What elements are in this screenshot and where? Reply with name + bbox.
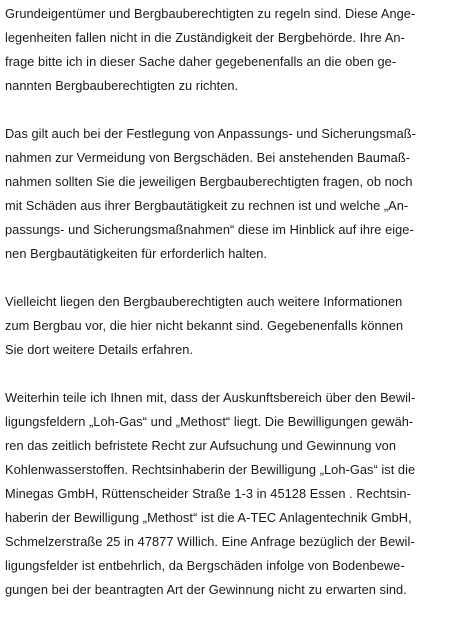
text-line: ligungsfeldern „Loh-Gas“ und „Methost“ liegt. Die Bewilligungen gewäh- [5,414,414,429]
text-line: Weiterhin teile ich Ihnen mit, dass der Auskunftsbereich über den Bewil- [5,390,416,405]
text-line: Sie dort weitere Details erfahren. [5,342,194,357]
text-line: legenheiten fallen nicht in die Zuständigkeit der Bergbehörde. Ihre An- [5,30,405,45]
text-line: Das gilt auch bei der Festlegung von Anpassungs- und Sicherungsmaß- [5,126,416,141]
paragraph-bewilligungsfelder [5,386,457,602]
text-line: Grundeigentümer und Bergbauberechtigten zu regeln sind. Diese Ange- [5,6,416,21]
paragraph-grundeigentuemer [5,2,457,98]
text-line: Schmelzerstraße 25 in 47877 Willich. Eine Anfrage bezüglich der Bewil- [5,534,415,549]
document-page [5,2,457,626]
text-line: nen Bergbautätigkeiten für erforderlich halten. [5,246,268,261]
text-line: Vielleicht liegen den Bergbauberechtigten auch weitere Informationen [5,294,403,309]
text-line: nahmen zur Vermeidung von Bergschäden. Bei anstehenden Baumaß- [5,150,411,165]
text-line: ligungsfelder ist entbehrlich, da Bergschäden infolge von Bodenbewe- [5,558,405,573]
text-line: ren das zeitlich befristete Recht zur Aufsuchung und Gewinnung von [5,438,396,453]
text-line: mit Schäden aus ihrer Bergbautätigkeit zu rechnen ist und welche „An- [5,198,409,213]
text-line: Kohlenwasserstoffen. Rechtsinhaberin der Bewilligung „Loh-Gas“ ist die [5,462,416,477]
text-line: Minegas GmbH, Rüttenscheider Straße 1-3 in 45128 Essen . Rechtsin- [5,486,411,501]
text-line: frage bitte ich in dieser Sache daher gegebenenfalls an die oben ge- [5,54,397,69]
text-line: haberin der Bewilligung „Methost“ ist die A-TEC Anlagentechnik GmbH, [5,510,412,525]
paragraph-weitere-informationen [5,290,457,362]
text-line: nannten Bergbauberechtigten zu richten. [5,78,239,93]
text-line: gungen bei der beantragten Art der Gewinnung nicht zu erwarten sind. [5,582,407,597]
text-line: nahmen sollten Sie die jeweiligen Bergbauberechtigten fragen, ob noch [5,174,413,189]
text-line: passungs- und Sicherungsmaßnahmen“ diese im Hinblick auf ihre eige- [5,222,414,237]
text-line: zum Bergbau vor, die hier nicht bekannt sind. Gegebenenfalls können [5,318,404,333]
paragraph-anpassungsmassnahmen [5,122,457,266]
